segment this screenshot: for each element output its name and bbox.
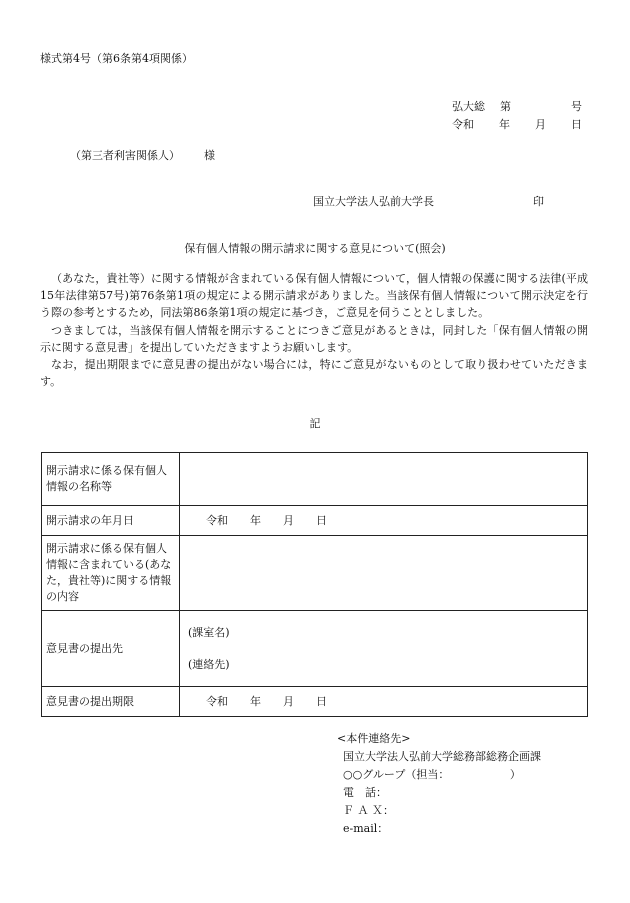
table-row bbox=[42, 453, 588, 506]
year-label: 年 bbox=[250, 694, 261, 708]
table-row bbox=[42, 506, 588, 536]
body-paragraph-1: （あなた，貴社等）に関する情報が含まれている保有個人情報について，個人情報の保護に関する法律(平成15年法律第57号)第76条第1項の規定による開示請求がありました。当該保有個人情報について開示決定を行う際の参考とするため，同法第86条第1項の規定に基づき，ご意見を伺うこととしました。 bbox=[40, 272, 588, 320]
ki-heading: 記 bbox=[309, 417, 321, 430]
month-label: 月 bbox=[535, 118, 546, 131]
year-label: 年 bbox=[499, 118, 510, 131]
row-value-deadline bbox=[180, 687, 588, 717]
row-value-submit-to bbox=[180, 611, 588, 687]
dept-field-label: (課室名) bbox=[188, 625, 230, 639]
contact-block bbox=[337, 730, 541, 838]
day-label: 日 bbox=[316, 694, 327, 708]
row-label-submit-to: 意見書の提出先 bbox=[42, 611, 180, 687]
contact-fax: Ｆ Ａ Ｘ： bbox=[343, 804, 394, 817]
year-label: 年 bbox=[250, 513, 261, 527]
seal-mark: 印 bbox=[533, 195, 544, 208]
month-label: 月 bbox=[283, 513, 294, 527]
contact-tel: 電 話： bbox=[343, 786, 387, 799]
contact-group: ○○グループ（担当： ） bbox=[343, 768, 521, 781]
addressee-honorific: 様 bbox=[204, 149, 215, 162]
go-label: 号 bbox=[571, 100, 582, 113]
table-row bbox=[42, 611, 588, 687]
addressee bbox=[70, 147, 215, 163]
sender-name: 国立大学法人弘前大学長 bbox=[313, 195, 434, 208]
body-paragraph-2: つきましては，当該保有個人情報を開示することにつきご意見があるときは，同封した「保有個人情報の開示に関する意見書」を提出していただきますようお願いします。 bbox=[40, 323, 588, 354]
dai-label: 第 bbox=[500, 100, 511, 113]
table-row bbox=[42, 687, 588, 717]
row-label-info-content: 開示請求に係る保有個人情報に含まれている(あなた，貴社等)に関する情報の内容 bbox=[42, 536, 180, 611]
row-label-request-date: 開示請求の年月日 bbox=[42, 506, 180, 536]
contact-field-label: (連絡先) bbox=[188, 657, 230, 671]
row-value-info-content bbox=[180, 536, 588, 611]
form-number: 様式第4号（第6条第4項関係） bbox=[40, 52, 193, 65]
row-label-deadline: 意見書の提出期限 bbox=[42, 687, 180, 717]
contact-dept: 国立大学法人弘前大学総務部総務企画課 bbox=[343, 750, 541, 763]
era-label: 令和 bbox=[206, 694, 228, 708]
document-title: 保有個人情報の開示請求に関する意見について(照会) bbox=[184, 242, 446, 255]
row-value-info-name bbox=[180, 453, 588, 506]
row-label-info-name: 開示請求に係る保有個人情報の名称等 bbox=[42, 453, 180, 506]
contact-heading: <本件連絡先> bbox=[337, 732, 411, 745]
era-label: 令和 bbox=[452, 118, 474, 131]
doc-prefix: 弘大総 bbox=[452, 100, 485, 113]
body-paragraph-3: なお，提出期限までに意見書の提出がない場合には，特にご意見がないものとして取り扱わせていただきます。 bbox=[40, 358, 588, 389]
era-label: 令和 bbox=[206, 513, 228, 527]
row-value-request-date bbox=[180, 506, 588, 536]
info-table bbox=[41, 452, 588, 717]
table-row bbox=[42, 536, 588, 611]
reference-block bbox=[452, 98, 582, 134]
addressee-name: （第三者利害関係人） bbox=[70, 149, 180, 162]
day-label: 日 bbox=[316, 513, 327, 527]
body-text bbox=[40, 270, 588, 390]
contact-email: e-mail： bbox=[343, 822, 389, 835]
month-label: 月 bbox=[283, 694, 294, 708]
day-label: 日 bbox=[571, 118, 582, 131]
